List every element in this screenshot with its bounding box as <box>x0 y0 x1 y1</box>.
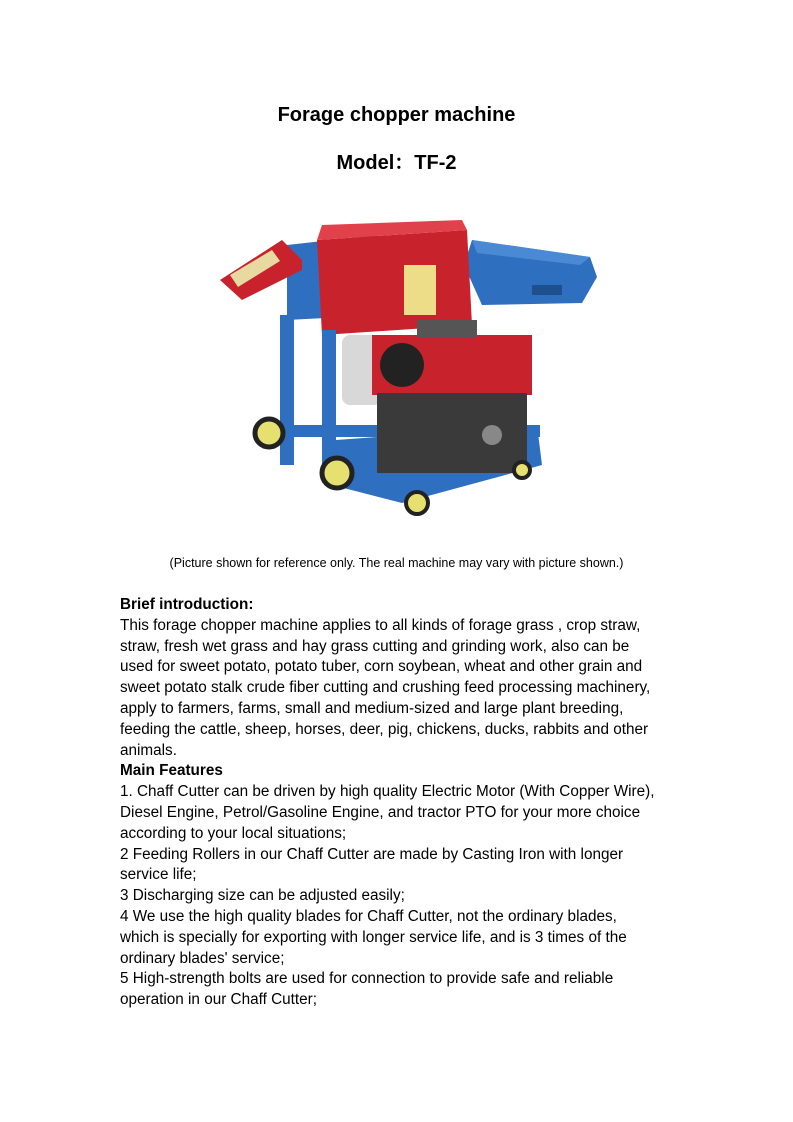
machine-photo <box>172 185 622 545</box>
feature-line: operation in our Chaff Cutter; <box>120 991 317 1009</box>
feature-line: 5 High-strength bolts are used for connection to provide safe and reliable <box>120 970 614 988</box>
features-heading: Main Features <box>120 762 223 780</box>
document-title: Forage chopper machine <box>277 104 516 126</box>
feature-line: 1. Chaff Cutter can be driven by high quality Electric Motor (With Copper Wire), <box>120 783 655 801</box>
intro-line: apply to farmers, farms, small and medium-sized and large plant breeding, <box>120 699 624 717</box>
feature-line: Diesel Engine, Petrol/Gasoline Engine, and tractor PTO for your more choice <box>120 803 641 821</box>
feature-line: which is specially for exporting with longer service life, and is 3 times of the <box>120 928 627 946</box>
feature-line: 4 We use the high quality blades for Chaff Cutter, not the ordinary blades, <box>120 907 617 925</box>
model-label: Model：TF-2 <box>336 152 457 174</box>
intro-heading: Brief introduction: <box>120 596 254 613</box>
intro-line: used for sweet potato, potato tuber, corn soybean, wheat and other grain and <box>120 658 643 676</box>
intro-line: straw, fresh wet grass and hay grass cutting and grinding work, also can be <box>120 637 630 655</box>
intro-line: animals. <box>120 741 177 759</box>
intro-line: feeding the cattle, sheep, horses, deer, pig, chickens, ducks, rabbits and other <box>120 720 649 738</box>
feature-line: 2 Feeding Rollers in our Chaff Cutter are made by Casting Iron with longer <box>120 845 624 863</box>
feature-line: service life; <box>120 866 197 884</box>
intro-line: sweet potato stalk crude fiber cutting and crushing feed processing machinery, <box>120 679 651 697</box>
feature-line: 3 Discharging size can be adjusted easily; <box>120 887 405 905</box>
feature-line: according to your local situations; <box>120 824 347 842</box>
description-body <box>120 595 680 1011</box>
intro-line: This forage chopper machine applies to all kinds of forage grass , crop straw, <box>120 616 641 634</box>
figure-caption: (Picture shown for reference only. The real machine may vary with picture shown.) <box>169 556 624 570</box>
feature-line: ordinary blades' service; <box>120 949 285 967</box>
